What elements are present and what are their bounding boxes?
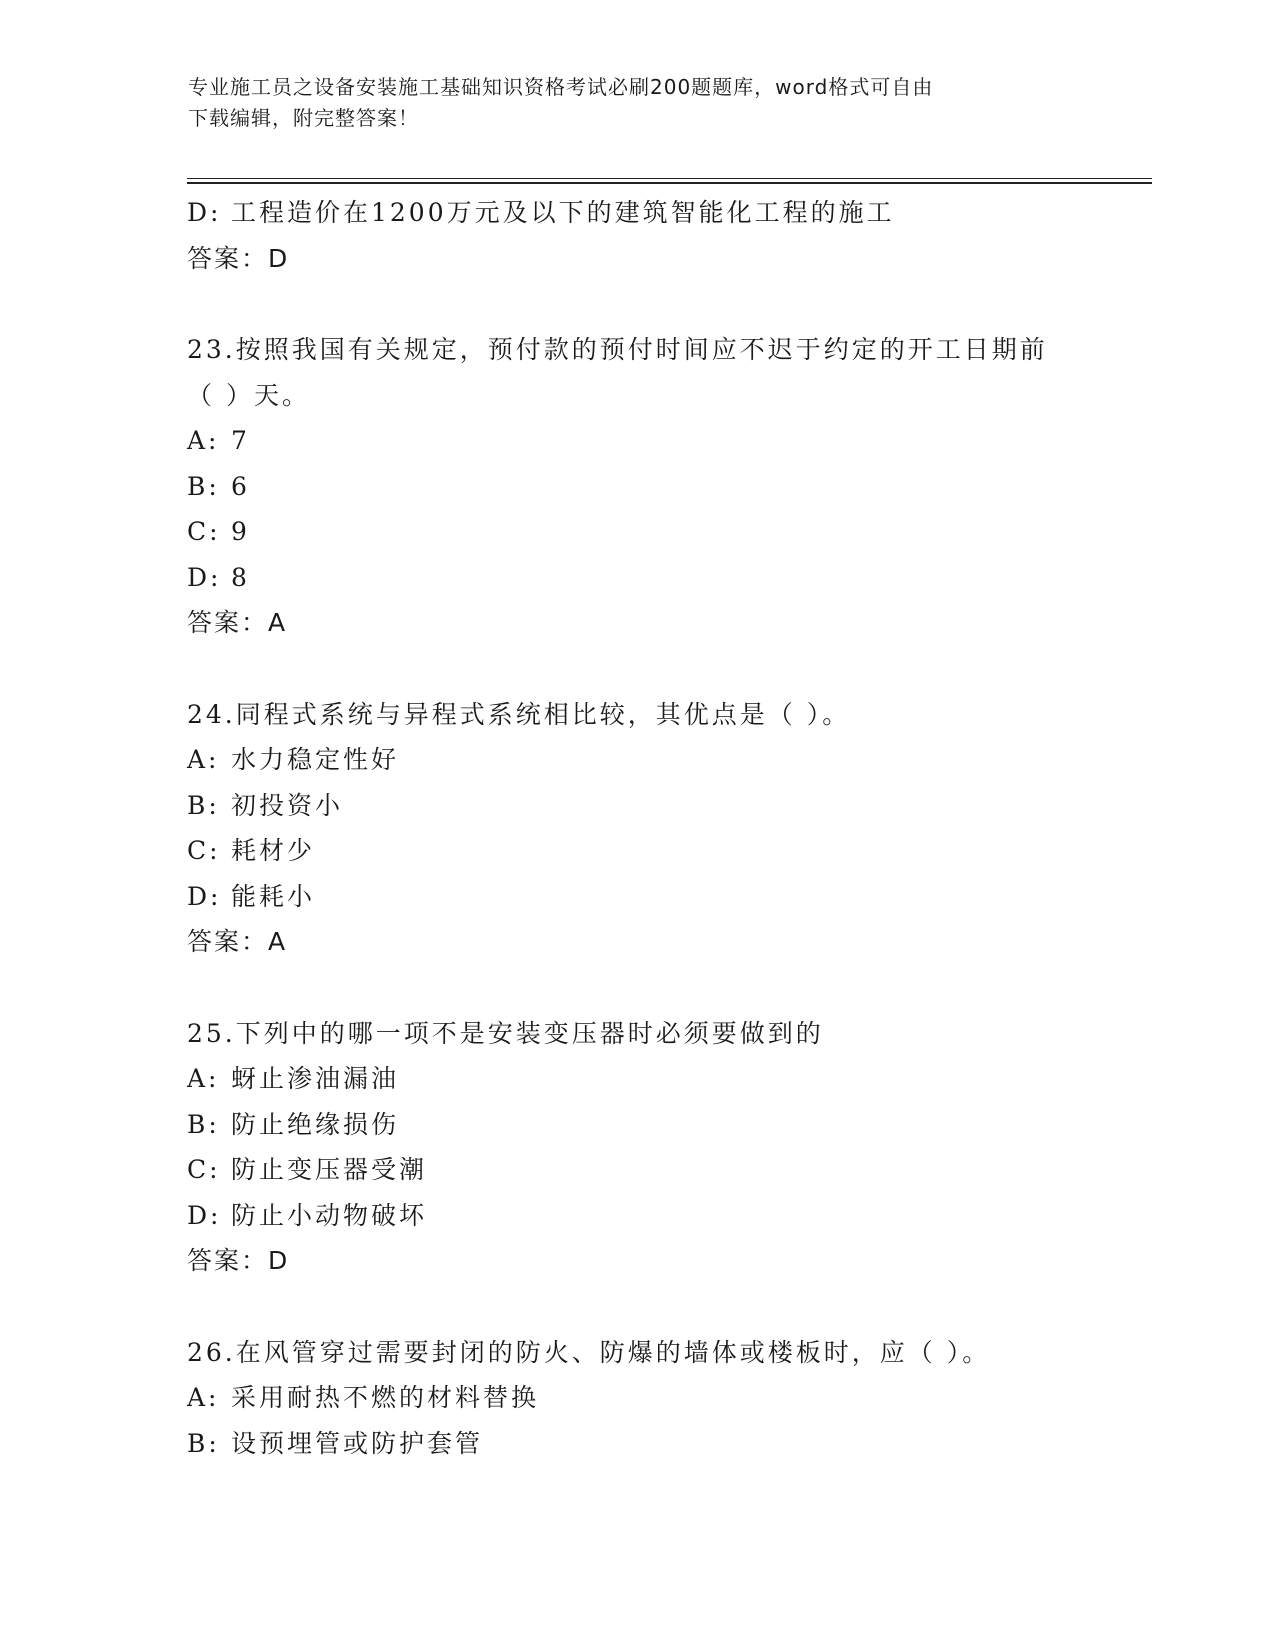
header-divider-thin [187,178,1152,179]
option-row [187,509,1147,555]
option-label: C: [187,836,221,865]
option-label: A: [187,1383,220,1412]
answer-line: 答案：A [187,927,288,956]
option-text: 工程造价在1200万元及以下的建筑智能化工程的施工 [231,198,895,227]
option-row [187,1147,1147,1193]
answer-line: 答案：A [187,608,288,637]
question-stem: 25.下列中的哪一项不是安装变压器时必须要做到的 [187,1018,824,1048]
option-text: 6 [231,471,250,501]
option-row [187,874,1147,920]
option-row [187,1421,1147,1467]
option-text: 初投资小 [231,790,344,820]
question-25 [187,1011,1147,1284]
option-row [187,555,1147,601]
option-label: C: [187,517,221,546]
question-stem: 24.同程式系统与异程式系统相比较，其优点是（ ）。 [187,699,851,729]
document-header [188,72,1068,134]
option-row [187,1102,1147,1148]
answer-line: 答案：D [187,243,290,273]
option-text: 9 [231,517,250,546]
option-row [187,737,1147,783]
header-line-2: 下载编辑，附完整答案！ [188,106,419,130]
option-text: 耗材少 [231,836,316,865]
question-stem: 23.按照我国有关规定，预付款的预付时间应不迟于约定的开工日期前 [187,335,1048,364]
option-row [187,1375,1147,1421]
option-text: 防止绝缘损伤 [231,1109,400,1139]
option-row [187,828,1147,874]
question-list [187,190,1147,1466]
question-stem-cont: （ ）天。 [187,380,310,410]
answer-line: 答案：D [187,1246,290,1275]
option-label: A: [187,745,220,774]
header-divider-thick [187,182,1152,184]
option-label: B: [187,471,220,501]
option-label: A: [187,426,220,455]
option-label: A: [187,1064,220,1093]
option-text: 8 [231,562,250,592]
option-text: 防止变压器受潮 [231,1155,428,1184]
header-line-1: 专业施工员之设备安装施工基础知识资格考试必刷200题题库，word格式可自由 [188,75,934,99]
option-text: 防止小动物破坏 [231,1200,428,1230]
option-label: B: [187,1428,220,1458]
option-text: 设预埋管或防护套管 [231,1428,484,1458]
option-label: B: [187,1109,220,1139]
option-row [187,1193,1147,1239]
option-row [187,464,1147,510]
option-row [187,1056,1147,1102]
option-label: D: [187,562,222,592]
option-label: C: [187,1155,221,1184]
option-text: 采用耐热不燃的材料替换 [231,1383,540,1412]
option-label: D: [187,881,222,911]
option-row [187,190,1147,236]
option-text: 蚜止渗油漏油 [231,1064,400,1093]
option-label: D: [187,198,222,227]
option-text: 7 [231,426,250,455]
question-24 [187,692,1147,965]
question-26 [187,1330,1147,1467]
option-row [187,418,1147,464]
option-label: D: [187,1200,222,1230]
option-text: 能耗小 [231,881,316,911]
option-label: B: [187,790,220,820]
option-row [187,783,1147,829]
question-stem: 26.在风管穿过需要封闭的防火、防爆的墙体或楼板时，应（ ）。 [187,1337,991,1367]
option-text: 水力稳定性好 [231,745,400,774]
question-23 [187,327,1147,646]
